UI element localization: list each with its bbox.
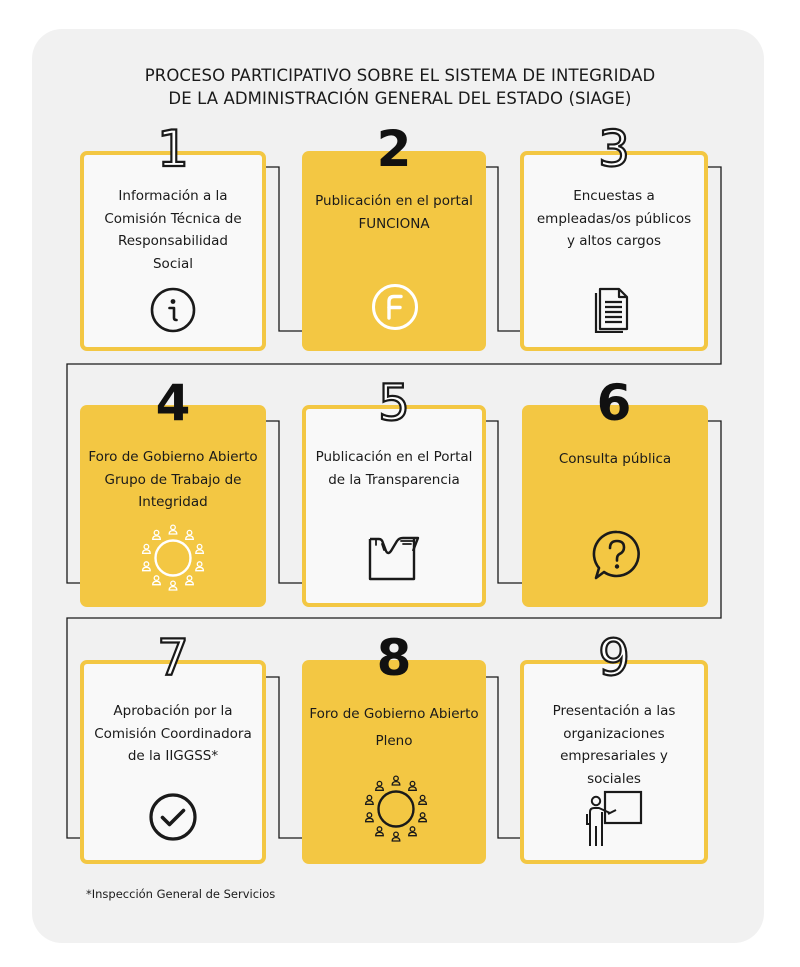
- step-8-line-2: Pleno: [375, 732, 413, 749]
- step-text-1: [86, 185, 260, 275]
- step-number-9: 9: [598, 629, 630, 687]
- step-3-line-2: empleadas/os públicos: [536, 210, 692, 227]
- person-icon: [419, 795, 427, 804]
- step-4-line-1: Foro de Gobierno Abierto: [88, 449, 258, 465]
- person-icon: [169, 581, 177, 590]
- funciona-logo-icon: [370, 282, 420, 332]
- step-text-7: [86, 700, 260, 768]
- person-icon: [366, 813, 374, 822]
- step-4-line-3: Integridad: [138, 494, 208, 510]
- step-2-line-2: FUNCIONA: [358, 215, 430, 232]
- person-icon: [186, 530, 194, 539]
- step-text-3: [524, 185, 704, 253]
- person-icon: [153, 530, 161, 539]
- step-9-line-4: sociales: [587, 770, 641, 787]
- round-table-icon: [356, 773, 436, 845]
- footnote: *Inspección General de Servicios: [86, 887, 276, 901]
- person-icon: [186, 576, 194, 585]
- person-icon: [196, 544, 204, 553]
- step-number-1: 1: [157, 120, 189, 178]
- step-text-9: [524, 700, 704, 790]
- step-number-2: 2: [376, 120, 412, 178]
- title-line-1: PROCESO PARTICIPATIVO SOBRE EL SISTEMA DE INTEGRIDAD: [144, 66, 656, 85]
- person-icon: [143, 544, 151, 553]
- title-line-2: DE LA ADMINISTRACIÓN GENERAL DEL ESTADO (SIAGE): [168, 89, 632, 108]
- step-2-line-1: Publicación en el portal: [315, 193, 473, 209]
- person-icon: [196, 562, 204, 571]
- step-number-3: 3: [598, 120, 630, 178]
- person-icon: [409, 781, 417, 790]
- step-number-8: 8: [376, 629, 412, 687]
- step-9-line-2: organizaciones: [563, 725, 665, 742]
- person-icon: [419, 813, 427, 822]
- person-icon: [143, 562, 151, 571]
- person-icon: [366, 795, 374, 804]
- step-text-6: [524, 448, 706, 471]
- step-text-2: [304, 190, 484, 235]
- step-number-4: 4: [155, 374, 191, 432]
- step-1-line-2: Comisión Técnica de: [104, 210, 242, 227]
- person-icon: [409, 827, 417, 836]
- step-3-line-1: Encuestas a: [573, 188, 655, 204]
- presenter-icon: [584, 786, 646, 850]
- step-text-5: [304, 446, 484, 491]
- person-icon: [392, 776, 400, 785]
- page-title: [40, 64, 760, 110]
- step-9-line-1: Presentación a las: [552, 703, 676, 719]
- person-icon: [153, 576, 161, 585]
- check-circle-icon: [147, 791, 199, 843]
- step-number-5: 5: [378, 374, 410, 432]
- step-7-line-1: Aprobación por la: [113, 703, 233, 719]
- document-icon: [593, 283, 635, 333]
- info-icon: [149, 286, 197, 334]
- step-9-line-3: empresariales y: [560, 748, 668, 764]
- person-icon: [169, 525, 177, 534]
- step-number-7: 7: [157, 629, 189, 687]
- step-number-6: 6: [596, 374, 632, 432]
- step-7-line-3: de la IIGGSS*: [127, 748, 219, 764]
- step-7-line-2: Comisión Coordinadora: [94, 725, 252, 742]
- step-6-line-1: Consulta pública: [558, 451, 672, 467]
- step-5-line-2: de la Transparencia: [328, 471, 460, 488]
- folder-icon: [366, 531, 422, 583]
- step-3-line-3: y altos cargos: [566, 233, 662, 249]
- step-4-line-2: Grupo de Trabajo de: [104, 471, 242, 488]
- step-1-line-4: Social: [152, 255, 194, 272]
- round-table-icon: [133, 522, 213, 594]
- step-1-line-3: Responsabilidad: [117, 233, 229, 249]
- person-icon: [376, 827, 384, 836]
- step-8-line-1: Foro de Gobierno Abierto: [309, 706, 479, 722]
- step-1-line-1: Información a la: [118, 188, 228, 204]
- person-icon: [392, 832, 400, 841]
- person-icon: [376, 781, 384, 790]
- question-bubble-icon: [590, 528, 644, 582]
- step-text-4: [82, 446, 264, 514]
- step-text-8: [304, 703, 484, 752]
- step-5-line-1: Publicación en el Portal: [315, 449, 473, 465]
